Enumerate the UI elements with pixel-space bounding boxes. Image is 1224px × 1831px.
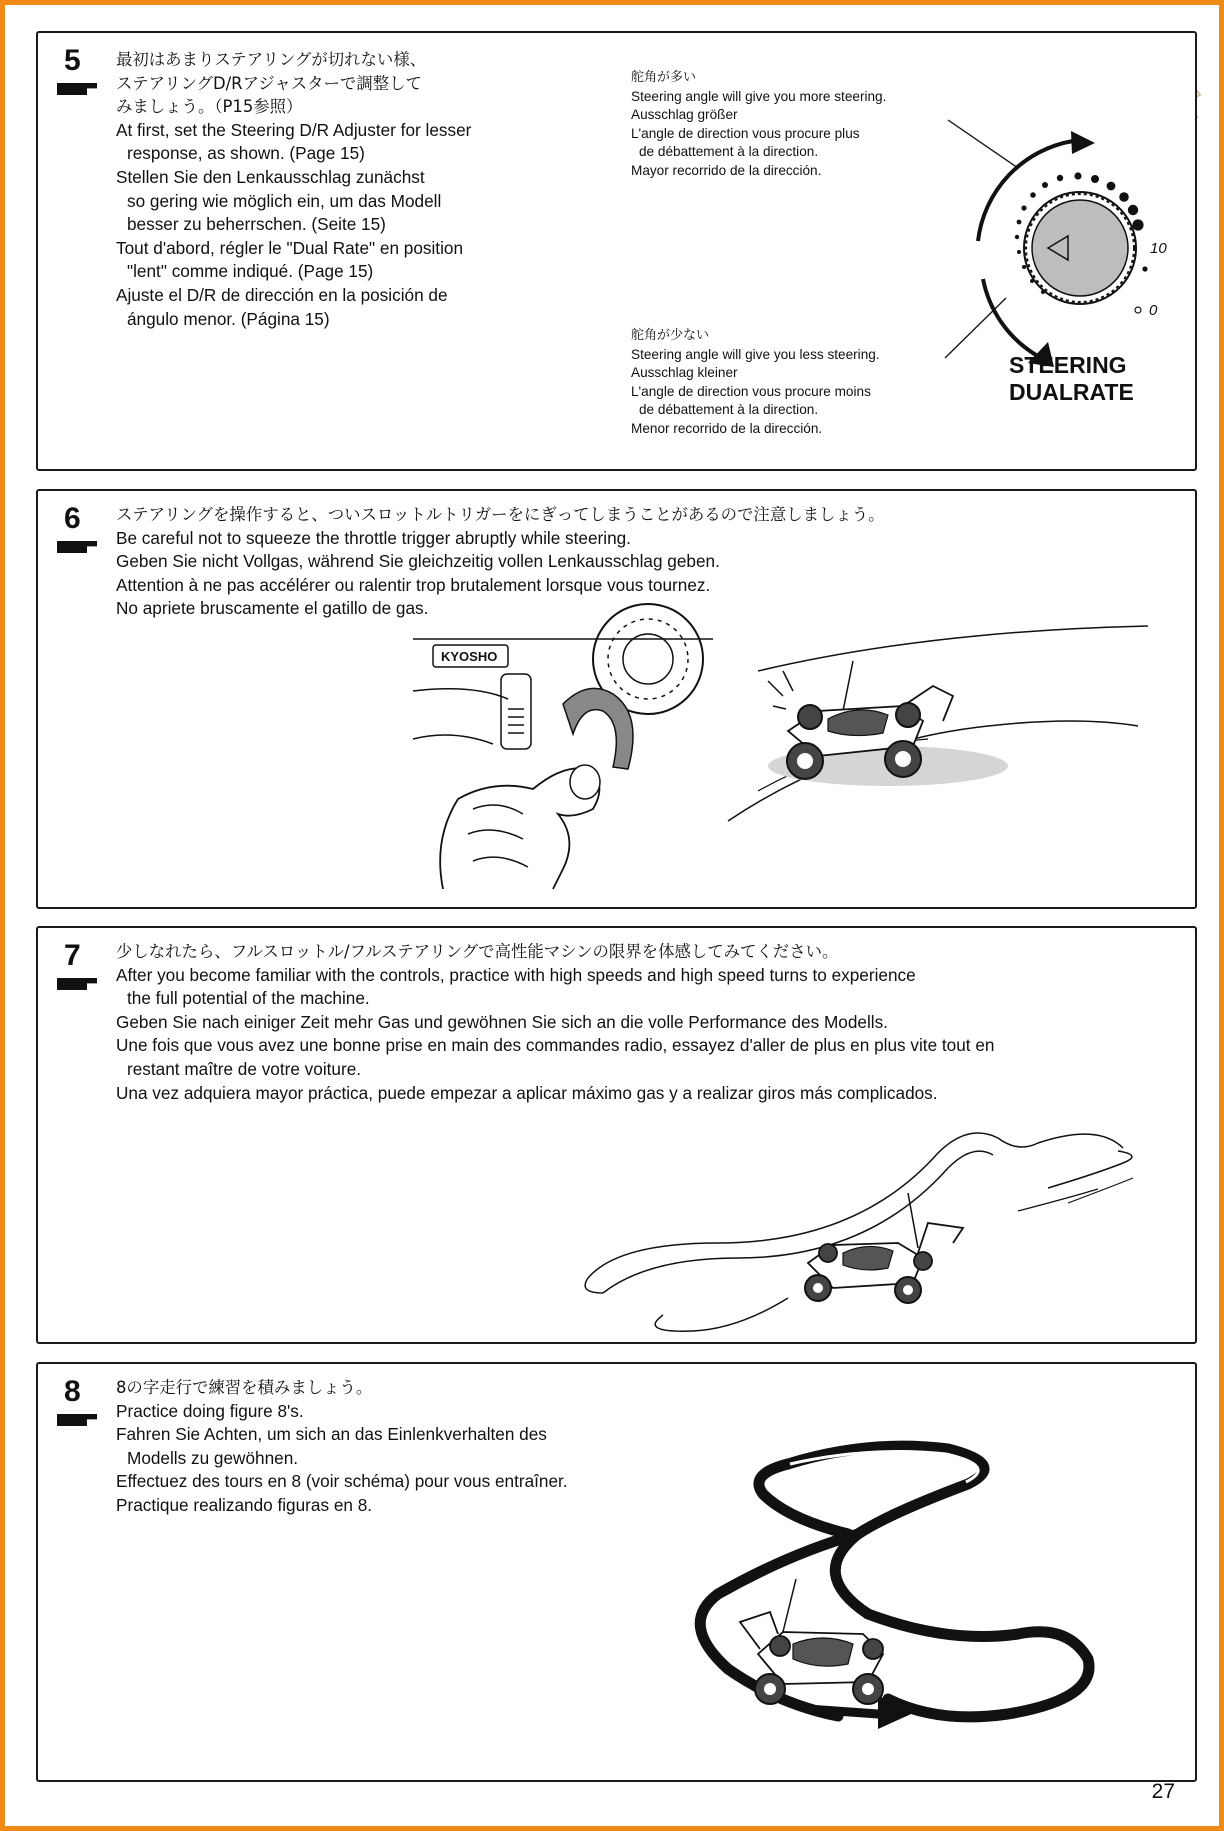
callout-more-steering [631, 69, 886, 181]
instruction-line-ja: ステアリングD/Rアジャスターで調整して [116, 73, 422, 93]
instruction-line-de: so gering wie möglich ein, um das Modell [127, 190, 442, 211]
throttle-trigger-hand-illustration [413, 639, 713, 889]
instruction-line-en: After you become familiar with the controls, practice with high speeds and high speed turns to experience [116, 964, 916, 985]
instruction-line-en: At first, set the Steering D/R Adjuster for lesser [116, 119, 472, 140]
instruction-line-es: Practique realizando figuras en 8. [116, 1494, 373, 1515]
step-8 [36, 1362, 1197, 1782]
instruction-line-ja: 少しなれたら、フルスロットル/フルステアリングで高性能マシンの限界を体感してみてください。 [116, 942, 839, 961]
step-marker [57, 978, 97, 990]
step-6-instructions [116, 503, 885, 621]
dial-label-top: STEERING [1009, 352, 1127, 378]
instruction-line-ja: みましょう。（P15参照） [116, 97, 303, 117]
callout-line: Menor recorrido de la dirección. [631, 420, 823, 436]
high-speed-drift-illustration [578, 1093, 1158, 1333]
steering-dualrate-dial-icon [888, 123, 1188, 423]
callout-line: Ausschlag größer [631, 107, 738, 123]
callout-line: Ausschlag kleiner [631, 365, 738, 381]
step-marker [57, 83, 97, 95]
instruction-line-de: Geben Sie nicht Vollgas, während Sie gleichzeitig vollen Lenkausschlag geben. [116, 551, 720, 572]
step-7 [36, 926, 1197, 1344]
instruction-line-en: Be careful not to squeeze the throttle trigger abruptly while steering. [116, 527, 631, 548]
callout-line: de débattement à la direction. [639, 402, 819, 418]
step-6 [36, 489, 1197, 909]
page-number: 27 [1151, 1780, 1175, 1803]
callout-line: Steering angle will give you more steering. [631, 88, 887, 104]
instruction-line-en: Practice doing figure 8's. [116, 1400, 304, 1421]
step-number: 5 [64, 44, 81, 77]
instruction-line-es: No apriete bruscamente el gatillo de gas. [116, 598, 429, 619]
transmitter-brand: KYOSHO [441, 649, 498, 664]
step-5 [36, 31, 1197, 471]
car-cornering-illustration [728, 611, 1148, 831]
instruction-line-de: Stellen Sie den Lenkausschlag zunächst [116, 166, 425, 187]
instruction-line-es: Ajuste el D/R de dirección en la posición de [116, 284, 448, 305]
instruction-line-es: Una vez adquiera mayor práctica, puede empezar a aplicar máximo gas y a realizar giros más complicados. [116, 1082, 938, 1103]
instruction-line-ja: ステアリングを操作すると、ついスロットルトリガーをにぎってしまうことがあるので注意しましょう。 [116, 505, 885, 524]
instruction-line-es: ángulo menor. (Página 15) [127, 308, 330, 329]
instruction-line-de: Modells zu gewöhnen. [127, 1447, 299, 1468]
step-8-instructions [116, 1376, 568, 1518]
instruction-line-de: Fahren Sie Achten, um sich an das Einlenkverhalten des [116, 1424, 547, 1445]
instruction-line-fr: restant maître de votre voiture. [127, 1058, 362, 1079]
step-number: 8 [64, 1375, 81, 1408]
instruction-line-ja: 8の字走行で練習を積みましょう。 [116, 1378, 373, 1397]
step-7-instructions [116, 940, 994, 1105]
callout-line: Mayor recorrido de la dirección. [631, 162, 822, 178]
instruction-line-fr: Tout d'abord, régler le "Dual Rate" en position [116, 237, 464, 258]
step-marker [57, 1414, 97, 1426]
callout-line: 舵角が少ない [631, 328, 710, 343]
dial-min-mark: 0 [1149, 302, 1158, 319]
callout-less-steering [631, 327, 880, 439]
step-number: 6 [64, 502, 81, 535]
callout-line: L'angle de direction vous procure moins [631, 383, 871, 399]
callout-line: Steering angle will give you less steering. [631, 346, 880, 362]
instruction-line-en: response, as shown. (Page 15) [127, 143, 365, 164]
instruction-line-de: besser zu beherrschen. (Seite 15) [127, 214, 386, 235]
callout-line: L'angle de direction vous procure plus [631, 125, 860, 141]
dial-max-mark: 10 [1150, 240, 1167, 257]
instruction-line-de: Geben Sie nach einiger Zeit mehr Gas und gewöhnen Sie sich an die volle Performance des Modells. [116, 1011, 888, 1032]
instruction-line-fr: Attention à ne pas accélérer ou ralentir trop brutalement lorsque vous tournez. [116, 574, 711, 595]
instruction-line-fr: "lent" comme indiqué. (Page 15) [127, 261, 374, 282]
instruction-line-ja: 最初はあまりステアリングが切れない様、 [116, 50, 427, 69]
instruction-line-en: the full potential of the machine. [127, 988, 370, 1009]
step-number: 7 [64, 939, 81, 972]
step-marker [57, 541, 97, 553]
callout-line: 舵角が多い [631, 70, 697, 85]
instruction-line-fr: Une fois que vous avez une bonne prise en main des commandes radio, essayez d'aller de plus en plus vite tout en [116, 1035, 995, 1056]
instruction-line-fr: Effectuez des tours en 8 (voir schéma) pour vous entraîner. [116, 1471, 568, 1492]
dial-label-bottom: DUALRATE [1009, 379, 1134, 405]
callout-line: de débattement à la direction. [639, 144, 819, 160]
figure-eight-track-illustration [688, 1444, 1148, 1734]
step-5-instructions [116, 48, 471, 331]
